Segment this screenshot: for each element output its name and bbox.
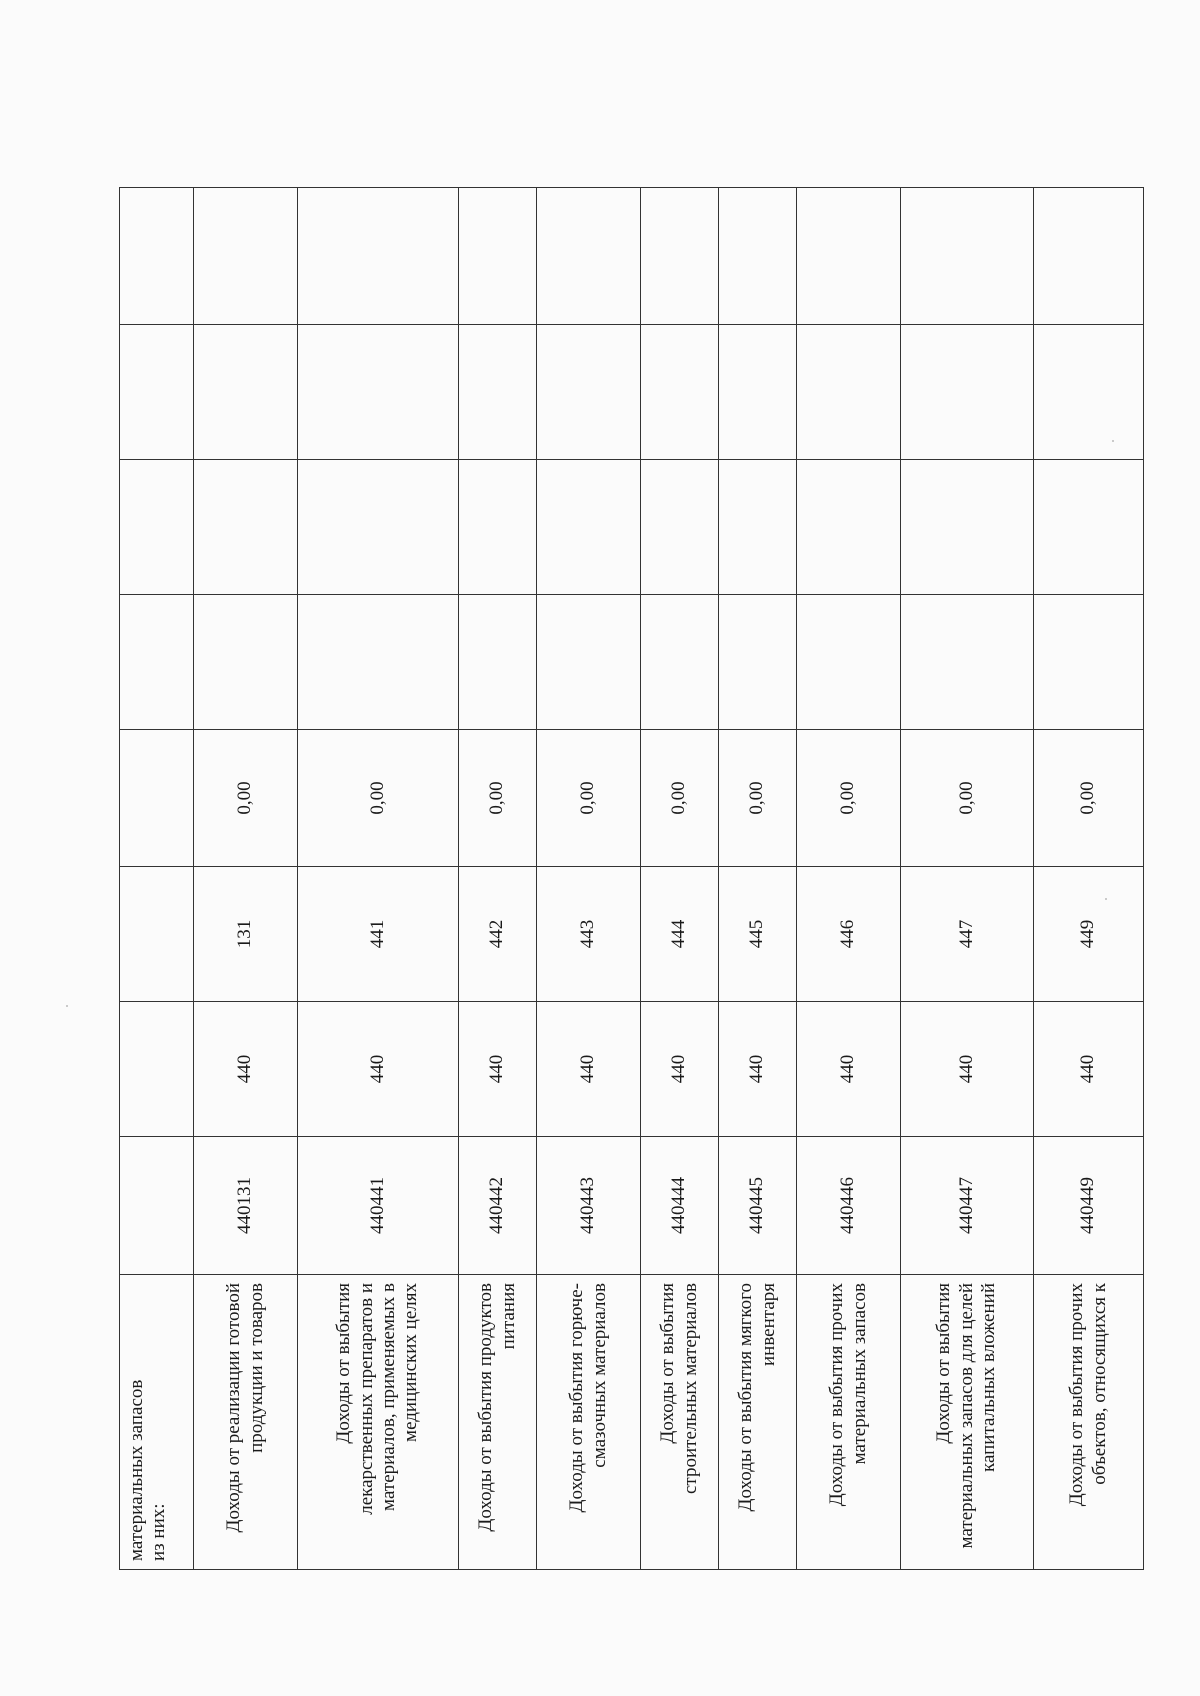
row-amount: 0,00 [459, 730, 537, 867]
scan-speck [1112, 440, 1114, 442]
empty-cell [719, 188, 797, 325]
row-code: 440442 [459, 1137, 537, 1275]
row-kosgu: 447 [901, 867, 1034, 1002]
empty-cell [194, 460, 298, 595]
empty-cell [641, 460, 719, 595]
empty-cell [298, 595, 459, 730]
row-section: 440 [194, 1002, 298, 1137]
empty-cell [120, 730, 194, 867]
empty-cell [459, 325, 537, 460]
row-name: Доходы от выбытия прочих материальных запасов [797, 1275, 901, 1570]
empty-cell [120, 1137, 194, 1275]
empty-cell [641, 188, 719, 325]
scan-speck [66, 1005, 68, 1007]
row-code: 440445 [719, 1137, 797, 1275]
row-name: Доходы от выбытия материальных запасов для целей капитальных вложений [901, 1275, 1034, 1570]
row-section: 440 [537, 1002, 641, 1137]
empty-cell [797, 595, 901, 730]
row-section: 440 [719, 1002, 797, 1137]
row-name: Доходы от выбытия прочих объектов, относящихся к [1034, 1275, 1144, 1570]
table-row [459, 188, 537, 1570]
table-row [1034, 188, 1144, 1570]
empty-cell [537, 460, 641, 595]
header-line-2: из них: [148, 1503, 170, 1561]
empty-cell [1034, 325, 1144, 460]
empty-cell [797, 460, 901, 595]
empty-cell [459, 460, 537, 595]
empty-cell [120, 595, 194, 730]
empty-cell [641, 595, 719, 730]
table-row [537, 188, 641, 1570]
row-kosgu: 444 [641, 867, 719, 1002]
row-kosgu: 443 [537, 867, 641, 1002]
row-name: Доходы от реализации готовой продукции и товаров [194, 1275, 298, 1570]
table-row [194, 188, 298, 1570]
row-kosgu: 442 [459, 867, 537, 1002]
empty-cell [459, 595, 537, 730]
row-code: 440441 [298, 1137, 459, 1275]
row-amount: 0,00 [797, 730, 901, 867]
row-label-cell [120, 1275, 194, 1570]
empty-cell [537, 188, 641, 325]
empty-cell [194, 325, 298, 460]
empty-cell [901, 188, 1034, 325]
empty-cell [901, 460, 1034, 595]
empty-cell [194, 188, 298, 325]
empty-cell [120, 325, 194, 460]
row-code: 440449 [1034, 1137, 1144, 1275]
table-row [797, 188, 901, 1570]
row-name: Доходы от выбытия продуктов питания [459, 1275, 537, 1570]
row-code: 440443 [537, 1137, 641, 1275]
row-amount: 0,00 [194, 730, 298, 867]
empty-cell [459, 188, 537, 325]
empty-cell [719, 460, 797, 595]
row-code: 440447 [901, 1137, 1034, 1275]
empty-cell [797, 188, 901, 325]
scan-speck [1105, 898, 1107, 900]
row-amount: 0,00 [537, 730, 641, 867]
row-name: Доходы от выбытия лекарственных препаратов и материалов, применяемых в медицинских целях [298, 1275, 459, 1570]
empty-cell [797, 325, 901, 460]
row-section: 440 [901, 1002, 1034, 1137]
empty-cell [719, 595, 797, 730]
row-name: Доходы от выбытия строительных материалов [641, 1275, 719, 1570]
empty-cell [298, 460, 459, 595]
empty-cell [537, 325, 641, 460]
empty-cell [719, 325, 797, 460]
table-row [298, 188, 459, 1570]
row-amount: 0,00 [1034, 730, 1144, 867]
table-row [901, 188, 1034, 1570]
empty-cell [120, 1002, 194, 1137]
empty-cell [194, 595, 298, 730]
row-amount: 0,00 [641, 730, 719, 867]
empty-cell [1034, 460, 1144, 595]
row-section: 440 [797, 1002, 901, 1137]
empty-cell [1034, 595, 1144, 730]
empty-cell [537, 595, 641, 730]
table-row-header [120, 188, 194, 1570]
row-kosgu: 445 [719, 867, 797, 1002]
empty-cell [298, 188, 459, 325]
row-kosgu: 131 [194, 867, 298, 1002]
table-row [719, 188, 797, 1570]
row-amount: 0,00 [719, 730, 797, 867]
row-amount: 0,00 [298, 730, 459, 867]
income-table [119, 187, 1144, 1570]
empty-cell [901, 325, 1034, 460]
rotated-page-table-area [119, 188, 1143, 1570]
row-code: 440446 [797, 1137, 901, 1275]
empty-cell [120, 188, 194, 325]
row-name: Доходы от выбытия горюче-смазочных материалов [537, 1275, 641, 1570]
row-kosgu: 441 [298, 867, 459, 1002]
empty-cell [901, 595, 1034, 730]
empty-cell [120, 867, 194, 1002]
row-kosgu: 449 [1034, 867, 1144, 1002]
header-line-1: материальных запасов [126, 1379, 147, 1561]
row-name: Доходы от выбытия мягкого инвентаря [719, 1275, 797, 1570]
table-row [641, 188, 719, 1570]
row-amount: 0,00 [901, 730, 1034, 867]
empty-cell [1034, 188, 1144, 325]
row-section: 440 [459, 1002, 537, 1137]
empty-cell [120, 460, 194, 595]
empty-cell [641, 325, 719, 460]
row-code: 440444 [641, 1137, 719, 1275]
row-section: 440 [298, 1002, 459, 1137]
row-section: 440 [1034, 1002, 1144, 1137]
row-code: 440131 [194, 1137, 298, 1275]
row-kosgu: 446 [797, 867, 901, 1002]
row-section: 440 [641, 1002, 719, 1137]
empty-cell [298, 325, 459, 460]
